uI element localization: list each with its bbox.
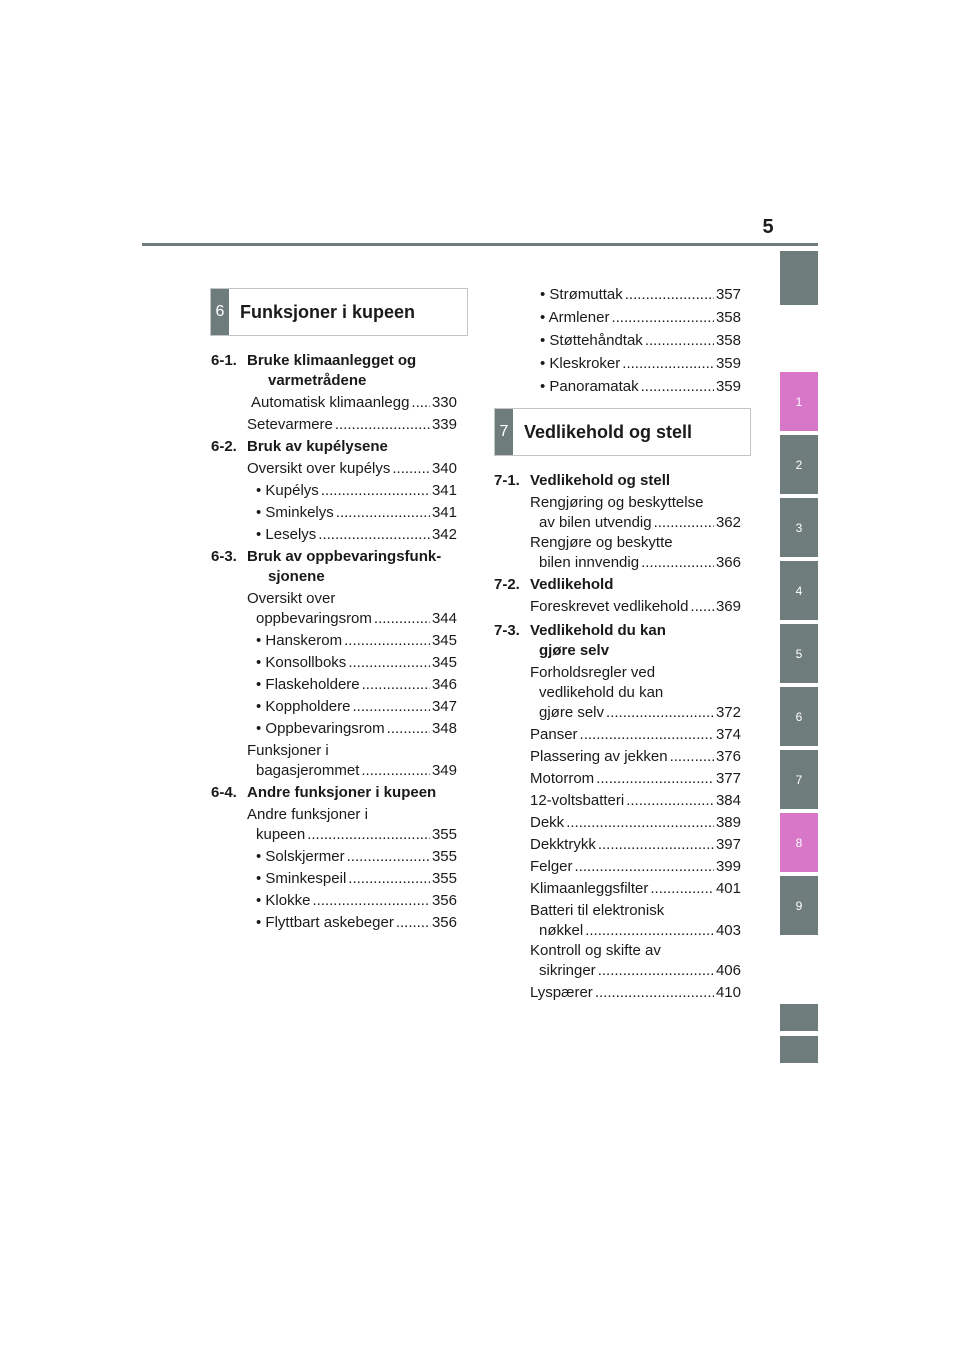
chapter-6-3-cont: sjonene: [268, 568, 325, 585]
chapter-7-3-cont: gjøre selv: [539, 642, 610, 659]
section-title: Vedlikehold og stell: [524, 421, 693, 442]
toc-entry[interactable]: Oversikt over kupélys ..... 340: [247, 459, 457, 479]
toc-entry[interactable]: nøkkel ..... 403: [539, 921, 741, 941]
chapter-6-2[interactable]: 6-2. Bruk av kupélysene: [211, 438, 388, 455]
toc-left-column: [211, 351, 457, 951]
toc-entry[interactable]: • Flaskeholdere ..... 346: [256, 675, 457, 695]
toc-entry[interactable]: kupeen ..... 355: [256, 825, 457, 845]
toc-entry-line: Kontroll og skifte av: [530, 942, 661, 959]
top-rule: [142, 243, 818, 246]
chapter-7-1[interactable]: 7-1. Vedlikehold og stell: [494, 472, 671, 489]
toc-entry[interactable]: av bilen utvendig ..... 362: [539, 513, 741, 533]
toc-entry[interactable]: • Panoramatak ..... 359: [540, 377, 741, 397]
chapter-6-3[interactable]: 6-3. Bruk av oppbevaringsfunk-: [211, 548, 442, 565]
chapter-tab-8[interactable]: 8: [780, 813, 818, 872]
toc-entry[interactable]: sikringer ..... 406: [539, 961, 741, 981]
chapter-tab-3[interactable]: 3: [780, 498, 818, 557]
toc-entry-line: Funksjoner i: [247, 742, 329, 759]
toc-entry[interactable]: Klimaanleggsfilter ..... 401: [530, 879, 741, 899]
toc-entry-line: Andre funksjoner i: [247, 806, 368, 823]
toc-entry[interactable]: • Kleskroker ..... 359: [540, 354, 741, 374]
toc-entry[interactable]: Automatisk klimaanlegg ..... 330: [251, 393, 457, 413]
toc-entry[interactable]: • Strømuttak ..... 357: [540, 285, 741, 305]
chapter-tab-7[interactable]: 7: [780, 750, 818, 809]
toc-entry-line: vedlikehold du kan: [539, 684, 664, 701]
toc-entry-line: Rengjøre og beskytte: [530, 534, 673, 551]
toc-entry-line: Oversikt over: [247, 590, 336, 607]
toc-entry[interactable]: Foreskrevet vedlikehold ..... 369: [530, 597, 741, 617]
chapter-tab-2[interactable]: 2: [780, 435, 818, 494]
toc-entry[interactable]: Dekktrykk ..... 397: [530, 835, 741, 855]
toc-entry[interactable]: Panser ..... 374: [530, 725, 741, 745]
toc-entry[interactable]: • Sminkelys ..... 341: [256, 503, 457, 523]
section-header-6: [210, 288, 468, 336]
toc-entry[interactable]: • Armlener ..... 358: [540, 308, 741, 328]
toc-entry[interactable]: Motorrom ..... 377: [530, 769, 741, 789]
chapter-tab-1[interactable]: 1: [780, 372, 818, 431]
chapter-tab-5[interactable]: 5: [780, 624, 818, 683]
chapter-6-4[interactable]: 6-4. Andre funksjoner i kupeen: [211, 784, 437, 801]
toc-entry[interactable]: • Sminkespeil ..... 355: [256, 869, 457, 889]
chapter-tab-blank-b[interactable]: [780, 1036, 818, 1063]
chapter-6-1-cont: varmetrådene: [268, 372, 367, 389]
page-number: 5: [762, 216, 774, 238]
toc-entry[interactable]: • Støttehåndtak ..... 358: [540, 331, 741, 351]
chapter-7-2[interactable]: 7-2. Vedlikehold: [494, 576, 614, 593]
toc-entry[interactable]: Felger ..... 399: [530, 857, 741, 877]
chapter-tab-blank-top[interactable]: [780, 251, 818, 305]
toc-entry[interactable]: • Konsollboks ..... 345: [256, 653, 457, 673]
toc-entry[interactable]: Lyspærer ..... 410: [530, 983, 741, 1003]
toc-entry[interactable]: • Kupélys ..... 341: [256, 481, 457, 501]
toc-entry[interactable]: 12-voltsbatteri ..... 384: [530, 791, 741, 811]
section-number: 6: [211, 289, 229, 335]
chapter-tab-blank-a[interactable]: [780, 1004, 818, 1031]
toc-entry[interactable]: • Leselys ..... 342: [256, 525, 457, 545]
toc-entry[interactable]: bilen innvendig ..... 366: [539, 553, 741, 573]
toc-entry[interactable]: • Solskjermer ..... 355: [256, 847, 457, 867]
toc-entry[interactable]: • Hanskerom ..... 345: [256, 631, 457, 651]
toc-entry-line: Rengjøring og beskyttelse: [530, 494, 704, 511]
toc-right-column: [494, 471, 742, 1001]
section-header-7: [494, 408, 751, 456]
toc-entry[interactable]: Setevarmere ..... 339: [247, 415, 457, 435]
toc-entry[interactable]: oppbevaringsrom ..... 344: [256, 609, 457, 629]
toc-entry[interactable]: • Flyttbart askebeger ..... 356: [256, 913, 457, 933]
chapter-tab-6[interactable]: 6: [780, 687, 818, 746]
toc-entry[interactable]: gjøre selv ..... 372: [539, 703, 741, 723]
toc-entry[interactable]: Dekk ..... 389: [530, 813, 741, 833]
toc-entry[interactable]: • Oppbevaringsrom ..... 348: [256, 719, 457, 739]
toc-entry[interactable]: bagasjerommet ..... 349: [256, 761, 457, 781]
toc-right-continuation: [540, 285, 741, 405]
chapter-tab-4[interactable]: 4: [780, 561, 818, 620]
toc-entry-line: Forholdsregler ved: [530, 664, 656, 681]
toc-entry[interactable]: • Klokke ..... 356: [256, 891, 457, 911]
toc-entry[interactable]: • Koppholdere ..... 347: [256, 697, 457, 717]
section-title: Funksjoner i kupeen: [240, 301, 416, 322]
chapter-6-1[interactable]: 6-1. Bruke klimaanlegget og: [211, 352, 417, 369]
section-number: 7: [495, 409, 513, 455]
chapter-tab-9[interactable]: 9: [780, 876, 818, 935]
toc-entry-line: Batteri til elektronisk: [530, 902, 665, 919]
toc-entry[interactable]: Plassering av jekken ..... 376: [530, 747, 741, 767]
chapter-7-3[interactable]: 7-3. Vedlikehold du kan: [494, 622, 666, 639]
